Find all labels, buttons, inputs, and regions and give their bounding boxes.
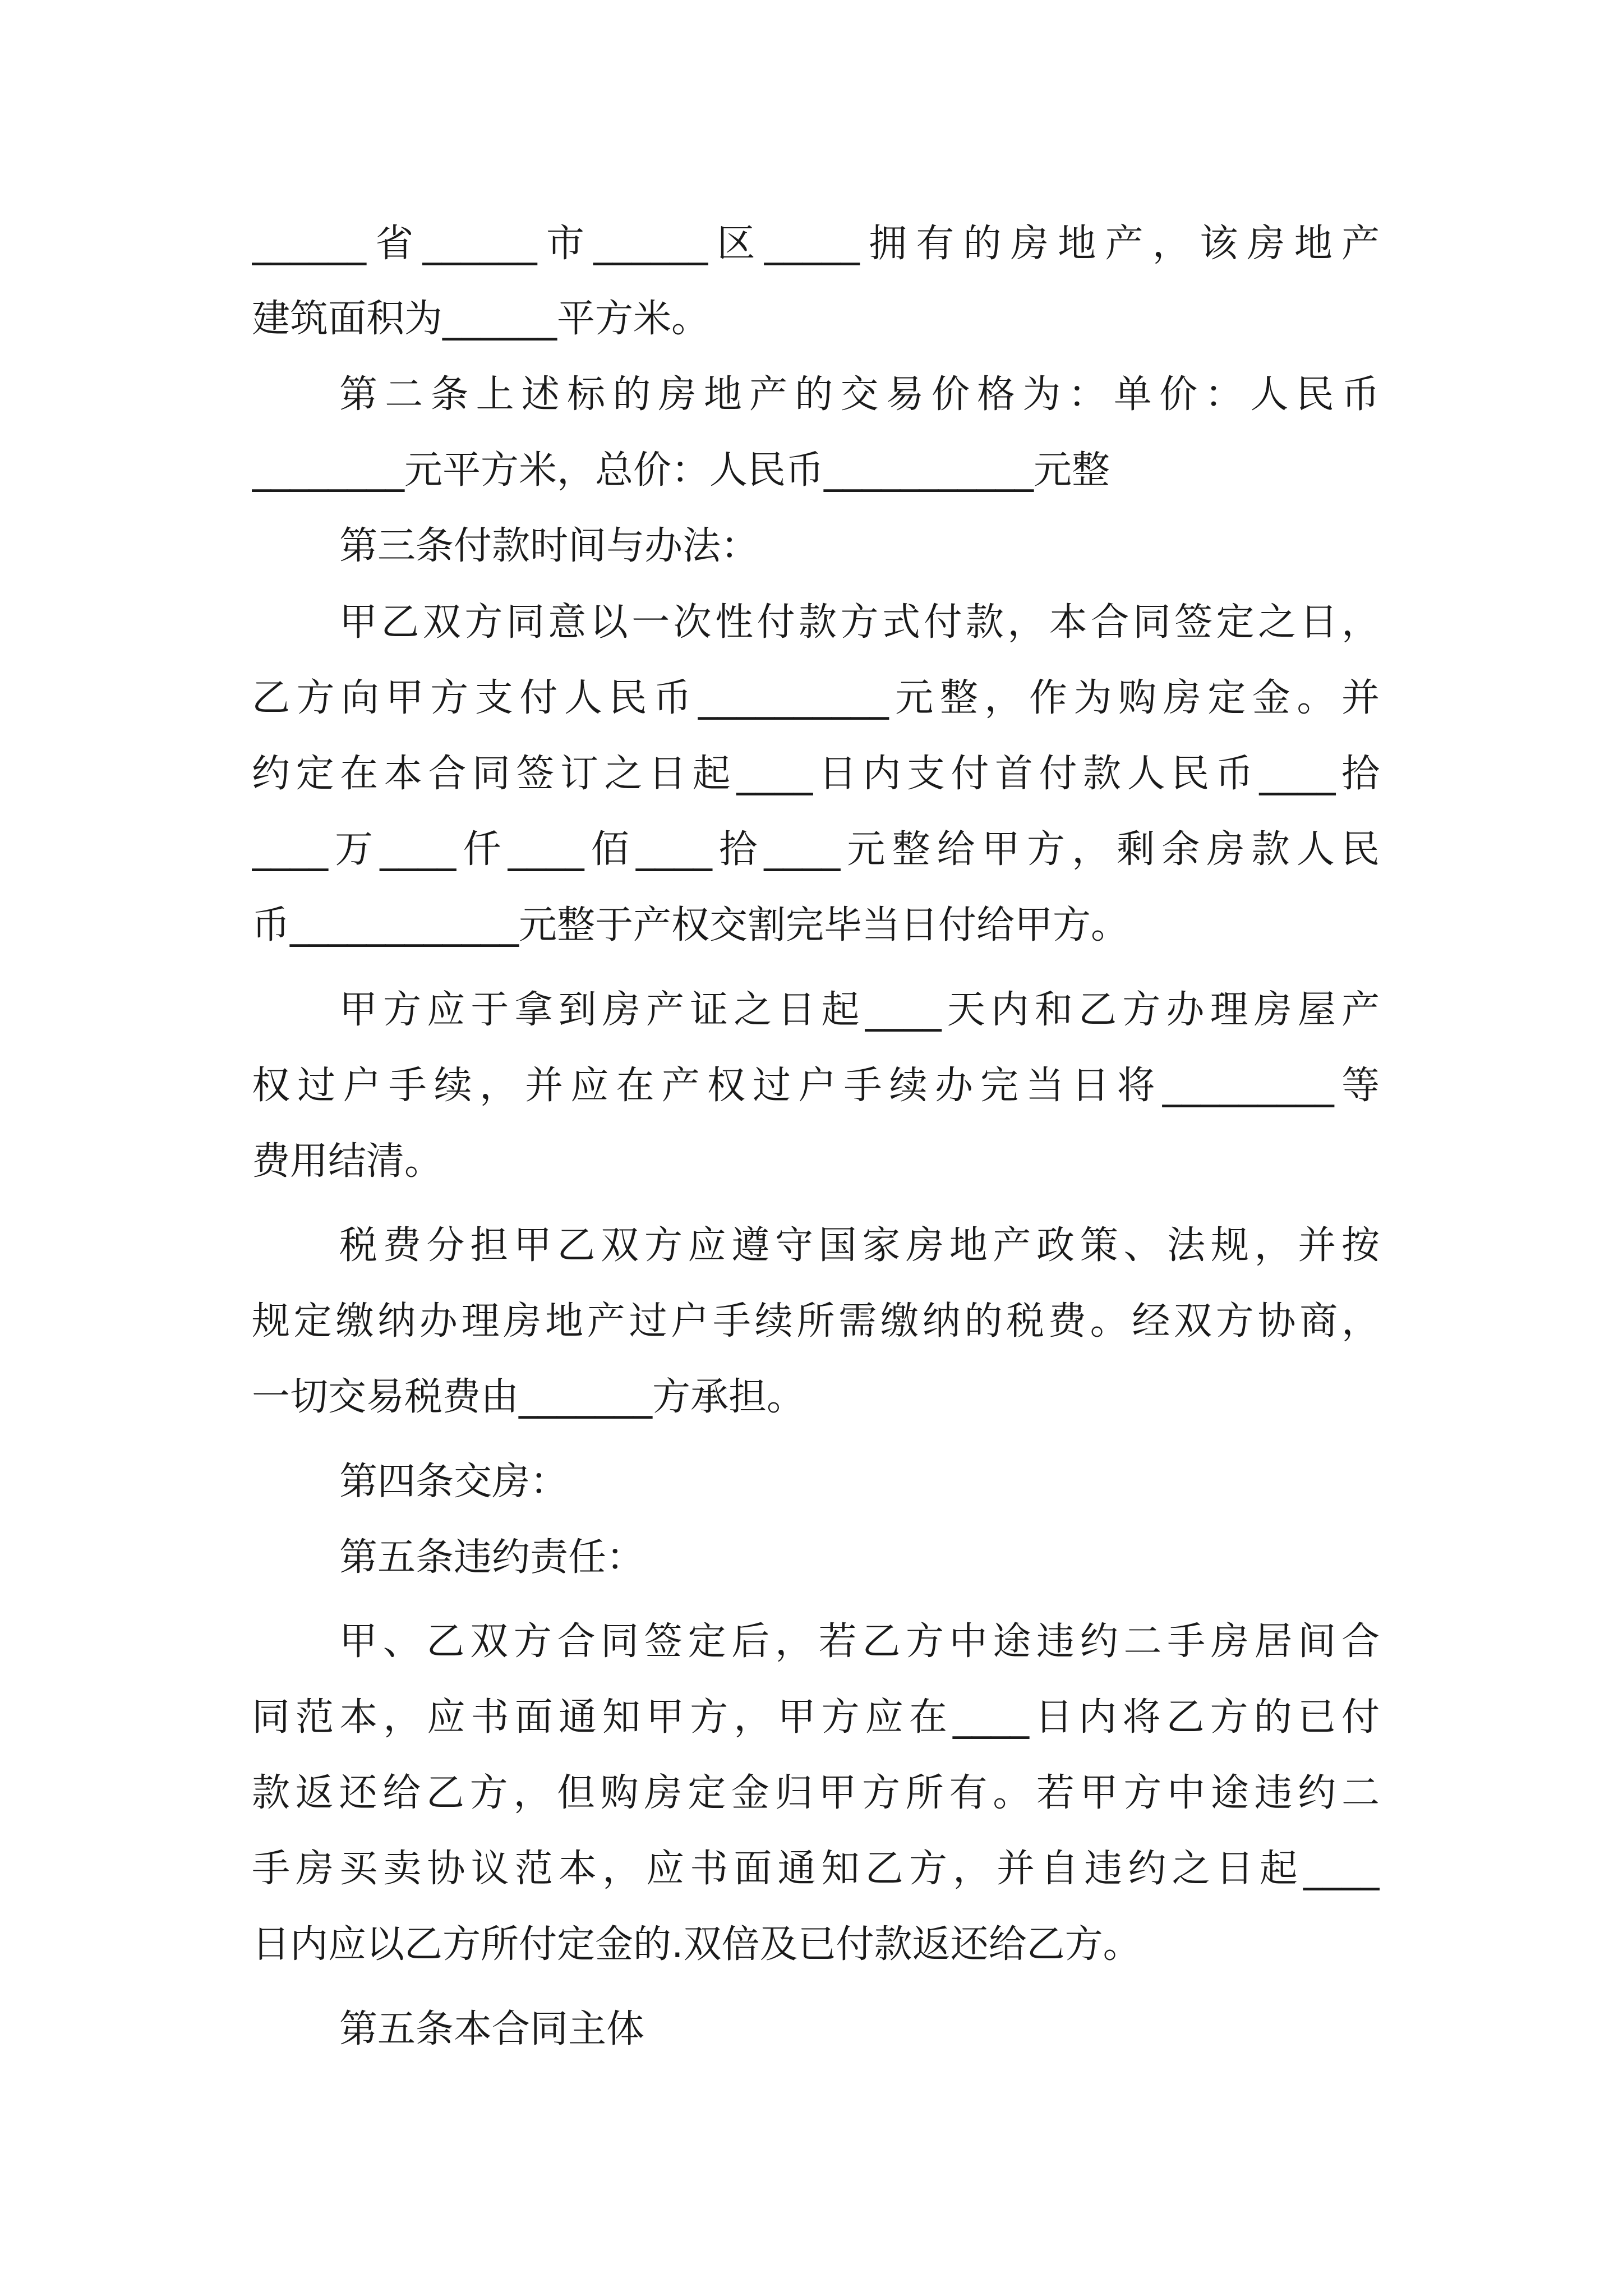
text-line: 第二条上述标的房地产的交易价格为：单价：人民币: [339, 372, 1380, 417]
text-line: 费用结清。: [252, 1139, 443, 1184]
text-line: 甲乙双方同意以一次性付款方式付款，本合同签定之日，: [339, 600, 1380, 645]
text-line: 手房买卖协议范本，应书面通知乙方，并自违约之日起____: [252, 1847, 1380, 1891]
text-line: 约定在本合同签订之日起____日内支付首付款人民币____拾: [252, 752, 1380, 796]
text-line: 一切交易税费由_______方承担。: [252, 1375, 805, 1419]
text-line: 款返还给乙方，但购房定金归甲方所有。若甲方中途违约二: [252, 1771, 1380, 1815]
text-line: 第四条交房：: [339, 1460, 569, 1504]
text-line: 税费分担甲乙双方应遵守国家房地产政策、法规，并按: [339, 1223, 1380, 1268]
text-line: 第三条付款时间与办法：: [339, 524, 759, 568]
text-line: ______省______市______区_____拥有的房地产，该房地产: [252, 222, 1380, 266]
text-line: 规定缴纳办理房地产过户手续所需缴纳的税费。经双方协商，: [252, 1299, 1380, 1343]
text-line: 乙方向甲方支付人民币__________元整，作为购房定金。并: [252, 676, 1380, 720]
text-line: ________元平方米，总价：人民币___________元整: [252, 448, 1110, 493]
text-line: 建筑面积为______平方米。: [252, 297, 710, 341]
text-line: 日内应以乙方所付定金的.双倍及已付款返还给乙方。: [252, 1922, 1141, 1967]
text-line: 同范本，应书面通知甲方，甲方应在____日内将乙方的已付: [252, 1695, 1380, 1740]
text-line: 甲、乙双方合同签定后，若乙方中途违约二手房居间合: [339, 1619, 1380, 1664]
text-line: 第五条本合同主体: [339, 2007, 645, 2051]
text-line: 权过户手续，并应在产权过户手续办完当日将_________等: [252, 1064, 1380, 1108]
text-line: 币____________元整于产权交割完毕当日付给甲方。: [252, 903, 1129, 947]
text-line: 甲方应于拿到房产证之日起____天内和乙方办理房屋产: [339, 988, 1380, 1032]
text-line: 第五条违约责任：: [339, 1535, 645, 1580]
text-line: ____万____仟____佰____拾____元整给甲方，剩余房款人民: [252, 827, 1380, 872]
